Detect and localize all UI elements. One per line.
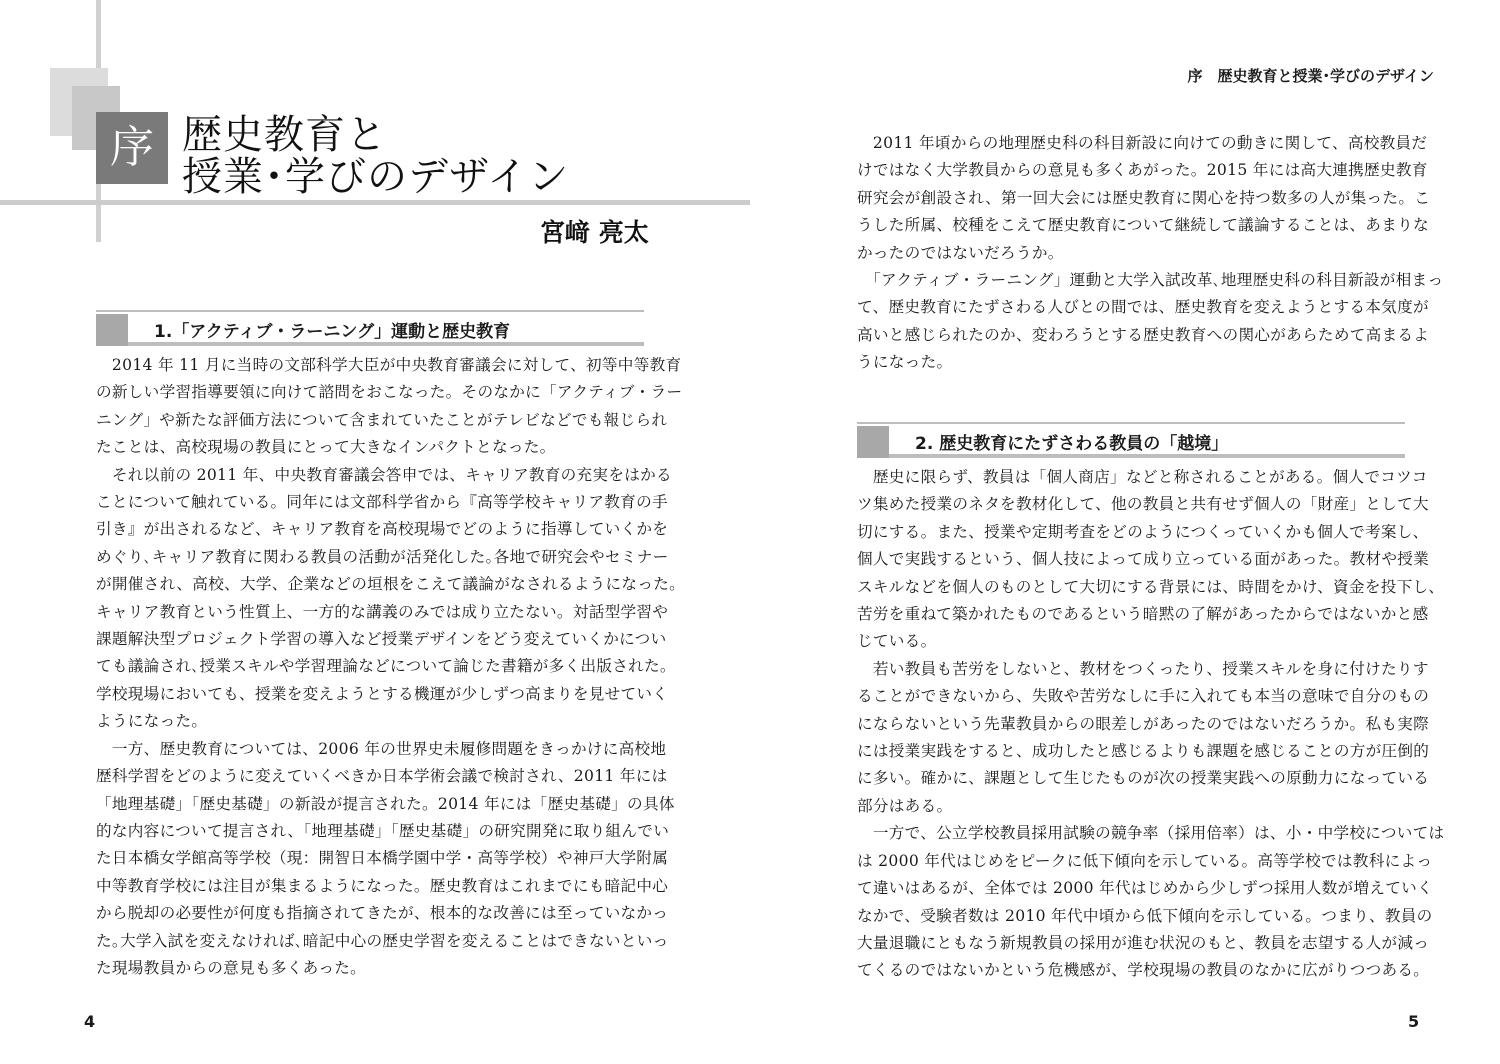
text-line: た現場教員からの意見も多くあった。 [96, 958, 367, 977]
text-line: 学校現場においても、授業を変えようとする機運が少しずつ高まりを見せていく [96, 684, 669, 703]
text-line: 若い教員も苦労をしないと、教材をつくったり、授業スキルを身に付けたりす [857, 659, 1429, 678]
paragraph [96, 352, 683, 462]
right-page-body-bottom [857, 464, 1445, 985]
chapter-mark: 序 [96, 112, 168, 184]
text-line: キャリア教育という性質上、一方的な講義のみでは成り立たない。対話型学習や [96, 602, 669, 621]
text-line: スキルなどを個人のものとして大切にする背景には、時間をかけ、資金を投下し、 [857, 577, 1445, 596]
text-line: かったのではないだろうか。 [857, 243, 1064, 262]
text-line: 2011 年頃からの地理歴史科の科目新設に向けての動きに関して、高校教員だ [857, 134, 1428, 152]
text-line: なかで、受験者数は 2010 年代中頃から低下傾向を示している。つまり、教員の [857, 906, 1433, 925]
chapter-title-line1: 歴史教育と [182, 112, 387, 158]
section-heading-label: 1.「アクティブ・ラーニング」運動と歴史教育 [154, 322, 511, 342]
section-heading-marker [857, 426, 889, 458]
text-line: ることができないから、失敗や苦労なしに手に入れても本当の意味で自分のもの [857, 687, 1430, 706]
text-line: けではなく大学教員からの意見も多くあがった。2015 年には高大連携歴史教育 [857, 161, 1428, 180]
text-line: 引き』が出されるなど、キャリア教育を高校現場でどのように指導していくかを [96, 520, 669, 539]
text-line: 切にする。また、授業や定期考査をどのようにつくっていくかも個人で考案し、 [857, 522, 1429, 541]
section-heading-rule [96, 310, 644, 312]
text-line: た｡大学入試を変えなければ､暗記中心の歴史学習を変えることはできないといっ [96, 931, 669, 950]
author-name: 宮﨑 亮太 [540, 218, 649, 247]
paragraph [857, 656, 1430, 820]
running-head: 序 歴史教育と授業･学びのデザイン [1187, 67, 1434, 85]
text-line: 歴科学習をどのように変えていくべきか日本学術会議で検討され、2011 年には [96, 767, 668, 786]
text-line: 部分はある。 [857, 796, 953, 815]
paragraph [857, 267, 1444, 377]
text-line: 課題解決型プロジェクト学習の導入など授業デザインをどう変えていくかについ [96, 630, 667, 649]
paragraph [96, 736, 675, 983]
chapter-title-line2: 授業･学びのデザイン [182, 154, 570, 200]
paragraph [857, 820, 1445, 984]
text-line: ニング」や新たな評価方法について含まれていたことがテレビなどでも報じられ [96, 410, 668, 429]
text-line: 2014 年 11 月に当時の文部科学大臣が中央教育審議会に対して、初等中等教育 [96, 356, 682, 374]
text-line: 一方、歴史教育については、2006 年の世界史未履修問題をきっかけに高校地 [96, 739, 667, 758]
left-page-body [96, 352, 686, 982]
text-line: 的な内容について提言され、「地理基礎」「歴史基礎」の研究開発に取り組んでい [96, 821, 670, 840]
section-heading-marker [96, 314, 128, 346]
text-line: ことについて触れている。同年には文部科学省から『高等学校キャリア教育の手 [96, 493, 668, 512]
text-line: たことは、高校現場の教員にとって大きなインパクトとなった。 [96, 438, 556, 457]
text-line: 高いと感じられたのか、変わろうとする歴史教育への関心があらためて高まるよ [857, 325, 1430, 344]
text-line: の新しい学習指導要領に向けて諮問をおこなった。そのなかに「アクティブ・ラー [96, 383, 683, 402]
text-line: から脱却の必要性が何度も指摘されてきたが、根本的な改善には至っていなかっ [96, 904, 669, 923]
section-heading-rule [857, 422, 1405, 424]
text-line: 歴史に限らず、教員は「個人商店」などと称されることがある。個人でコツコ [857, 468, 1428, 486]
text-line: には授業実践をすると、成功したと感じるよりも課題を感じることの方が圧倒的 [857, 742, 1430, 761]
text-line: て違いはあるが、全体では 2000 年代はじめから少しずつ採用人数が増えていく [857, 879, 1433, 898]
page-number-left: 4 [84, 1012, 96, 1031]
section-heading-2 [857, 426, 1405, 458]
text-line: 「アクティブ・ラーニング」運動と大学入試改革､地理歴史科の科目新設が相まっ [857, 271, 1444, 290]
text-line: それ以前の 2011 年、中央教育審議会答申では、キャリア教育の充実をはかる [96, 465, 672, 484]
text-line: めぐり､キャリア教育に関わる教員の活動が活発化した｡各地で研究会やセミナー [96, 547, 669, 566]
text-line: うした所属、校種をこえて歴史教育について継続して議論することは、あまりな [857, 216, 1429, 235]
text-line: は 2000 年代はじめをピークに低下傾向を示している。高等学校では教科によっ [857, 851, 1433, 870]
text-line: て、歴史教育にたずさわる人びとの間では、歴史教育を変えようとする本気度が [857, 298, 1429, 317]
text-line: ても議論され､授業スキルや学習理論などについて論じた書籍が多く出版された。 [96, 657, 676, 676]
text-line: 研究会が創設され、第一回大会には歴史教育に関心を持つ数多の人が集った。こ [857, 188, 1431, 207]
section-heading-1 [96, 314, 644, 346]
text-line: てくるのではないかという危機感が、学校現場の教員のなかに広がりつつある。 [857, 961, 1430, 980]
text-line: た日本橋女学館高等学校（現：開智日本橋学園中学・高等学校）や神戸大学附属 [96, 849, 669, 868]
right-page-body-top [857, 130, 1444, 377]
text-line: 苦労を重ねて築かれたものであるという暗黙の了解があったからではないかと感 [857, 605, 1429, 624]
text-line: 一方で、公立学校教員採用試験の競争率（採用倍率）は、小・中学校については [857, 824, 1445, 843]
text-line: 中等教育学校には注目が集まるようになった。歴史教育はこれまでにも暗記中心 [96, 876, 669, 895]
paragraph [857, 464, 1445, 656]
text-line: じている。 [857, 632, 937, 651]
section-heading-label: 2. 歴史教育にたずさわる教員の「越境」 [915, 434, 1229, 454]
paragraph [857, 130, 1431, 267]
text-line: にならないという先輩教員からの眼差しがあったのではないだろうか。私も実際 [857, 714, 1430, 733]
text-line: 「地理基礎」「歴史基礎」の新設が提言された。2014 年には「歴史基礎」の具体 [96, 794, 675, 813]
paragraph [96, 462, 686, 736]
text-line: うになった。 [857, 353, 953, 372]
text-line: 大量退職にともなう新規教員の採用が進む状況のもと、教員を志望する人が減っ [857, 933, 1430, 952]
text-line: が開催され、高校、大学、企業などの垣根をこえて議論がなされるようになった。 [96, 575, 686, 594]
text-line: に多い。確かに、課題として生じたものが次の授業実践への原動力になっている [857, 769, 1430, 788]
text-line: ツ集めた授業のネタを教材化して、他の教員と共有せず個人の「財産」として大 [857, 495, 1429, 514]
text-line: 個人で実践するという、個人技によって成り立っている面があった。教材や授業 [857, 550, 1430, 569]
text-line: ようになった。 [96, 712, 208, 731]
page-number-right: 5 [1408, 1012, 1420, 1031]
